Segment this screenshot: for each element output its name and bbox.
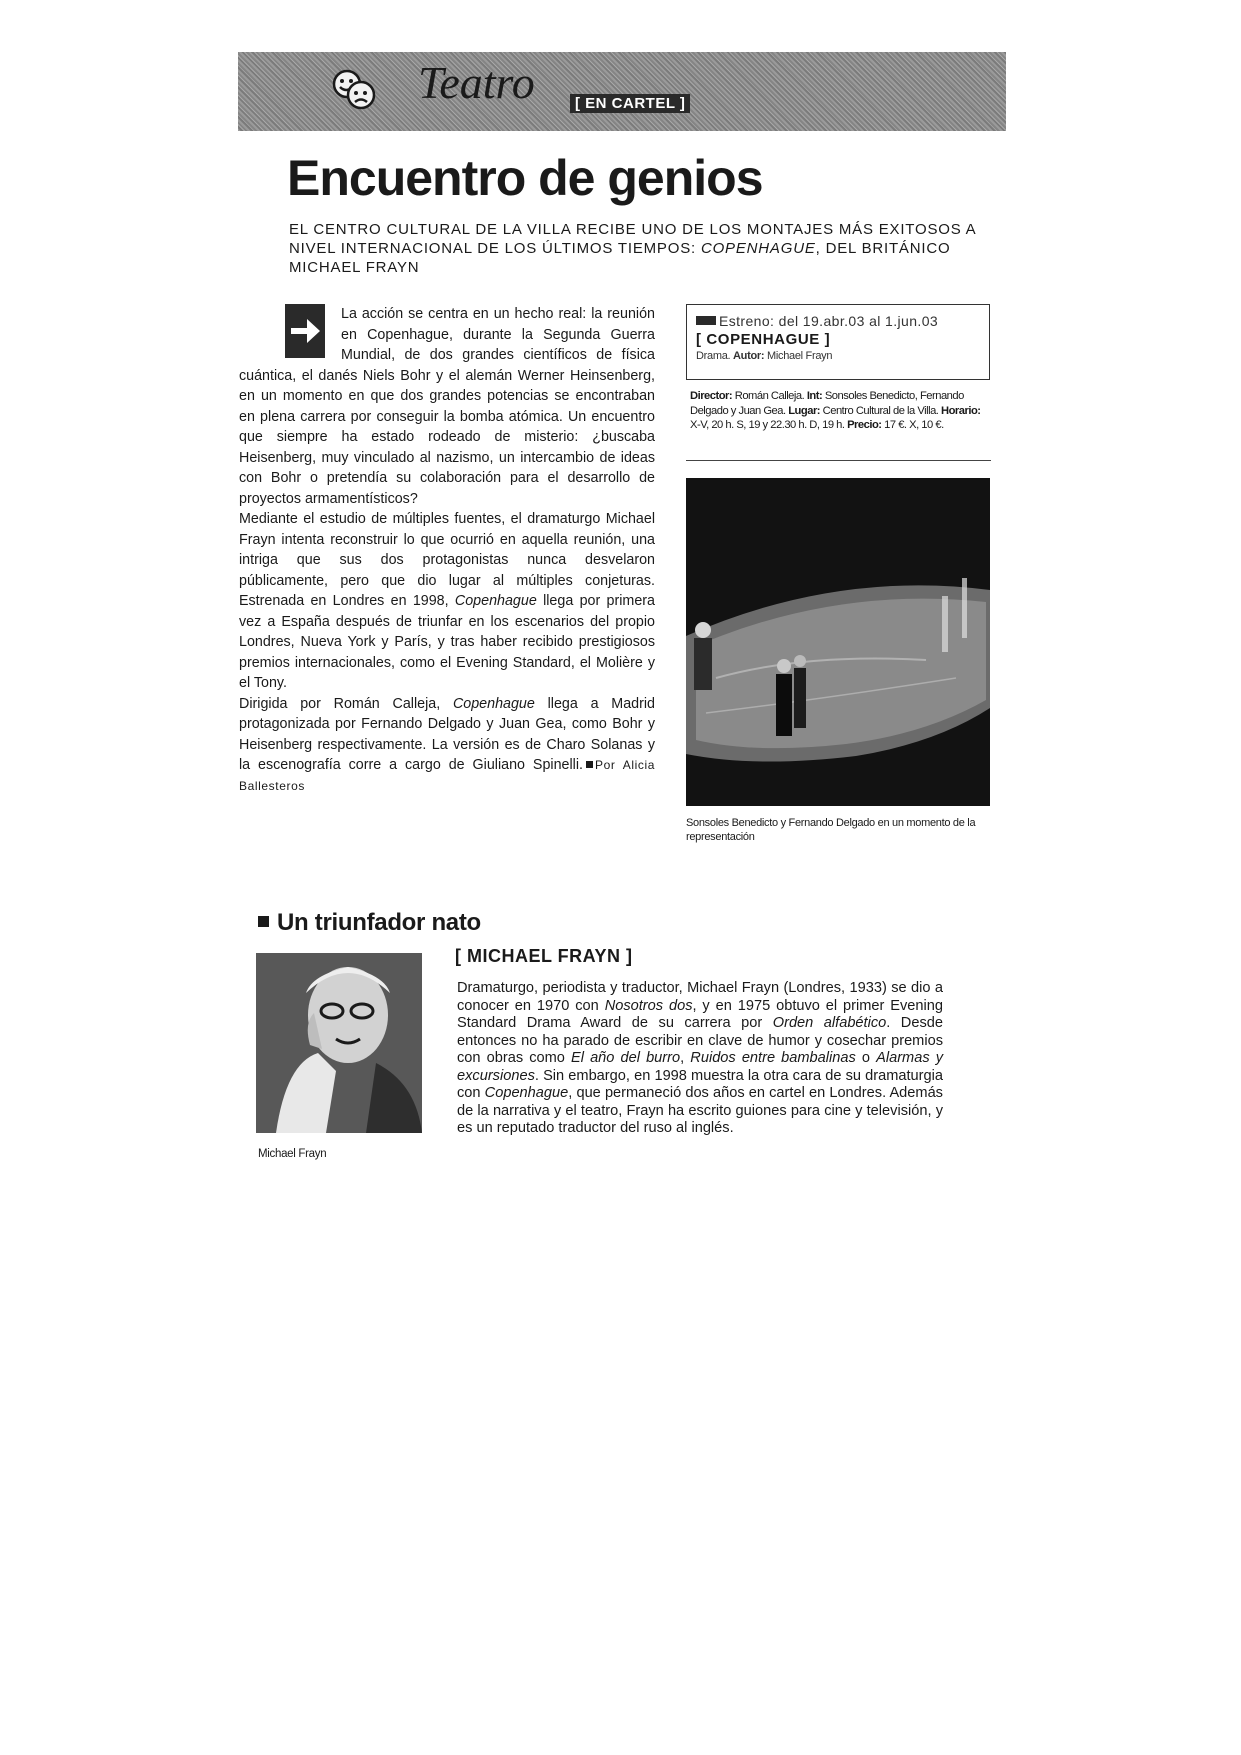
theatre-masks-icon bbox=[329, 64, 379, 114]
article-p2-text: Mediante el estudio de múltiples fuentes, el dramaturgo Michael Frayn intenta reconstruir lo que ocurrió en aquella reunión, una intriga que sus dos protagonistas nunca desvelaron públicamente, pero que dio lugar al múltiples conjeturas. Estrenada en Londres en 1998, bbox=[239, 511, 655, 609]
genre-author bbox=[696, 349, 980, 364]
bio-t3: . Desde entonces no ha parado de escribir en clave de humor y cosechar premios con obras como bbox=[457, 1015, 943, 1066]
article-p3-text: Dirigida por Román Calleja, bbox=[239, 695, 453, 712]
cast-label: Int: bbox=[806, 390, 823, 402]
article-p2-play: Copenhague bbox=[454, 593, 537, 609]
portrait-illustration bbox=[256, 953, 422, 1133]
section-tag: [ EN CARTEL ] bbox=[570, 94, 690, 113]
bio-w5: Alarmas y excursiones bbox=[457, 1050, 944, 1084]
bio-t1: Dramaturgo, periodista y traductor, Michael Frayn (Londres, 1933) se dio a conocer en 1970 con bbox=[457, 980, 943, 1014]
play-title: [ COPENHAGUE ] bbox=[696, 331, 831, 348]
arrow-box-icon bbox=[696, 316, 716, 325]
subheadline bbox=[289, 220, 995, 277]
bio-name: [ MICHAEL FRAYN ] bbox=[455, 946, 633, 966]
photo-caption: Sonsoles Benedicto y Fernando Delgado en un momento de la representación bbox=[686, 817, 976, 843]
author-portrait bbox=[256, 953, 422, 1133]
author: Michael Frayn bbox=[767, 350, 833, 362]
price-label: Precio: bbox=[847, 419, 882, 431]
article-paragraph-1: La acción se centra en un hecho real: la reunión en Copenhague, durante la Segunda Guerra Mundial, de dos grandes científicos de física cuántica, el danés Niels Bohr y el alemán Werner Heinsenberg, en un momento en que dos grandes potencias se encontraban en plena carrera por conseguir la bomba atómica. Un encuentro que siempre ha estado rodeado de misterio: ¿buscaba Heisenberg, muy vinculado al nazismo, un intercambio de ideas con Bohr o pretendía su colaboración para el desarrollo de proyectos armamentísticos? bbox=[239, 306, 655, 507]
director-label: Director: bbox=[690, 390, 733, 402]
article-p3-text-end: llega a Madrid protagonizada por Fernando Delgado y Juan Gea, como Bohr y Heisenberg respectivamente. La versión es de Charo Solanas y la escenografía corre a cargo de Giuliano Spinelli. bbox=[239, 695, 655, 773]
arrow-right-glyph bbox=[285, 304, 325, 358]
article-paragraph-2 bbox=[239, 509, 655, 694]
play-info-box bbox=[686, 304, 990, 380]
bio-t4: , bbox=[680, 1050, 691, 1066]
director: Román Calleja. bbox=[734, 390, 805, 402]
subhead-text-end: , DEL BRITÁNICO MICHAEL FRAYN bbox=[289, 240, 951, 276]
square-bullet-icon bbox=[258, 916, 269, 927]
stage-photo bbox=[686, 478, 990, 806]
divider bbox=[686, 460, 991, 461]
schedule: X-V, 20 h. S, 19 y 22.30 h. D, 19 h. bbox=[690, 419, 845, 431]
headline: Encuentro de genios bbox=[287, 150, 763, 206]
subhead-play-title: COPENHAGUE bbox=[700, 240, 816, 257]
arrow-right-icon bbox=[285, 304, 325, 358]
byline: Por Alicia Ballesteros bbox=[239, 758, 655, 793]
end-square-icon bbox=[586, 761, 593, 768]
venue-label: Lugar: bbox=[788, 404, 821, 417]
stage-photo-illustration bbox=[686, 478, 990, 806]
play-credits bbox=[690, 389, 986, 433]
article-paragraph-3 bbox=[239, 694, 655, 797]
section-banner bbox=[238, 52, 1006, 131]
bio-w6: Copenhague bbox=[484, 1085, 569, 1101]
premiere-dates bbox=[696, 313, 980, 330]
premiere-text: Estreno: del 19.abr.03 al 1.jun.03 bbox=[719, 313, 939, 329]
bio-text bbox=[457, 980, 943, 1138]
section-title: Teatro bbox=[418, 57, 535, 108]
bio-t5: o bbox=[855, 1050, 877, 1066]
bio-t2: , y en 1975 obtuvo el primer Evening Standard Drama Award de su carrera por bbox=[457, 997, 943, 1031]
bio-t7: , que permaneció dos años en cartel en Londres. Además de la narrativa y el teatro, Frayn ha escrito guiones para cine y televisión, y es un reputado traductor del ruso al inglés. bbox=[457, 1085, 943, 1136]
bio-paragraph bbox=[457, 980, 943, 1138]
bio-w1: Nosotros dos bbox=[604, 997, 693, 1014]
article-p2-text-end: llega por primera vez a España después de triunfar en los escenarios del propio Londres, Nueva York y París, y tras haber recibido prestigiosos premios internacionales, como el Evening Standard, el Molière y el Tony. bbox=[239, 593, 655, 691]
genre: Drama. bbox=[696, 350, 731, 362]
main-article bbox=[239, 304, 655, 796]
bio-t6: . Sin embargo, en 1998 muestra la otra cara de su dramaturgia con bbox=[457, 1067, 943, 1101]
schedule-label: Horario: bbox=[941, 404, 981, 417]
author-label: Autor: bbox=[733, 350, 765, 362]
cast: Sonsoles Benedicto, Fernando Delgado y Juan Gea. bbox=[690, 390, 964, 417]
article-p3-play: Copenhague bbox=[452, 695, 535, 712]
venue: Centro Cultural de la Villa. bbox=[822, 404, 939, 417]
subhead-text: EL CENTRO CULTURAL DE LA VILLA RECIBE UNO DE LOS MONTAJES MÁS EXITOSOS A NIVEL INTERNACIONAL DE LOS ÚLTIMOS TIEMPOS: bbox=[289, 221, 976, 257]
bio-w3: El año del burro bbox=[571, 1050, 681, 1066]
portrait-caption: Michael Frayn bbox=[258, 1148, 327, 1160]
sidebar-title bbox=[258, 909, 481, 937]
bio-w4: Ruidos entre bambalinas bbox=[690, 1050, 856, 1066]
sidebar-title-text: Un triunfador nato bbox=[277, 909, 481, 936]
price: 17 €. X, 10 €. bbox=[884, 419, 944, 431]
bio-w2: Orden alfabético bbox=[772, 1015, 887, 1031]
